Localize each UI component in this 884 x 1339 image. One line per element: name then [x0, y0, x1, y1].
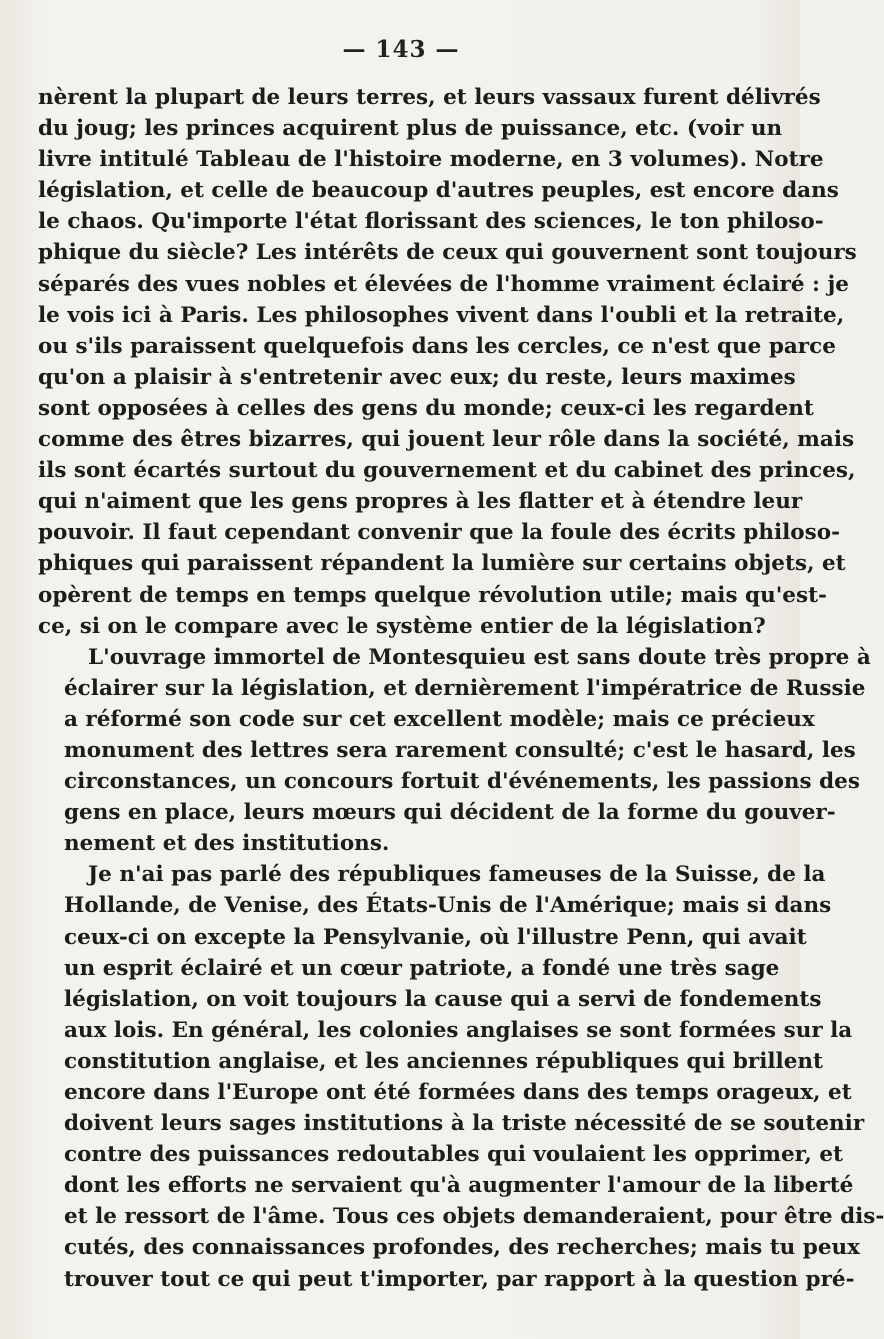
text-line: ils sont écartés surtout du gouvernement et du cabinet des princes,	[38, 458, 856, 484]
text-line: éclairer sur la législation, et dernièrement l'impératrice de Russie	[64, 675, 866, 701]
text-line: le chaos. Qu'importe l'état florissant des sciences, le ton philoso-	[38, 209, 824, 235]
text-line: un esprit éclairé et un cœur patriote, a fondé une très sage	[64, 955, 780, 981]
paragraph-3	[38, 859, 884, 1294]
text-line: qu'on a plaisir à s'entretenir avec eux; du reste, leurs maximes	[38, 364, 796, 390]
text-line: nèrent la plupart de leurs terres, et leurs vassaux furent délivrés	[38, 85, 821, 110]
text-line: doivent leurs sages institutions à la triste nécessité de se soutenir	[64, 1111, 865, 1137]
paragraph-2	[38, 642, 871, 860]
text-line: L'ouvrage immortel de Montesquieu est sans doute très propre à	[88, 644, 871, 670]
text-line: le vois ici à Paris. Les philosophes vivent dans l'oubli et la retraite,	[38, 302, 845, 328]
text-line: contre des puissances redoutables qui voulaient les opprimer, et	[64, 1142, 843, 1168]
text-line: Je n'ai pas parlé des républiques fameuses de la Suisse, de la	[88, 862, 826, 888]
text-line: ou s'ils paraissent quelquefois dans les cercles, ce n'est que parce	[38, 333, 836, 359]
text-line: sont opposées à celles des gens du monde; ceux-ci les regardent	[38, 395, 814, 421]
text-line: législation, on voit toujours la cause qui a servi de fondements	[64, 986, 822, 1012]
text-line: trouver tout ce qui peut t'importer, par rapport à la question pré-	[64, 1266, 855, 1292]
paragraph-1	[38, 82, 857, 642]
text-line: constitution anglaise, et les anciennes républiques qui brillent	[64, 1048, 823, 1074]
text-line: Hollande, de Venise, des États-Unis de l'Amérique; mais si dans	[64, 893, 832, 919]
text-line: gens en place, leurs mœurs qui décident de la forme du gouver-	[64, 800, 836, 826]
text-line: phique du siècle? Les intérêts de ceux qui gouvernent sont toujours	[38, 240, 857, 266]
text-line: comme des êtres bizarres, qui jouent leur rôle dans la société, mais	[38, 427, 855, 453]
text-line: livre intitulé Tableau de l'histoire moderne, en 3 volumes). Notre	[38, 147, 824, 173]
text-line: cutés, des connaissances profondes, des recherches; mais tu peux	[64, 1235, 860, 1261]
text-line: pouvoir. Il faut cependant convenir que la foule des écrits philoso-	[38, 520, 840, 546]
text-line: monument des lettres sera rarement consulté; c'est le hasard, les	[64, 737, 856, 763]
body-text	[38, 82, 884, 1295]
text-line: aux lois. En général, les colonies anglaises se sont formées sur la	[64, 1017, 853, 1043]
text-line: nement et des institutions.	[64, 831, 390, 857]
text-line: encore dans l'Europe ont été formées dans des temps orageux, et	[64, 1080, 852, 1105]
text-line: ce, si on le compare avec le système entier de la législation?	[38, 613, 766, 639]
text-line: phiques qui paraissent répandent la lumière sur certains objets, et	[38, 551, 846, 577]
text-line: opèrent de temps en temps quelque révolution utile; mais qu'est-	[38, 582, 827, 608]
text-line: ceux-ci on excepte la Pensylvanie, où l'illustre Penn, qui avait	[64, 924, 807, 950]
text-line: a réformé son code sur cet excellent modèle; mais ce précieux	[64, 706, 815, 732]
text-line: et le ressort de l'âme. Tous ces objets demanderaient, pour être dis-	[64, 1204, 884, 1230]
text-line: séparés des vues nobles et élevées de l'homme vraiment éclairé : je	[38, 271, 849, 297]
text-line: législation, et celle de beaucoup d'autres peuples, est encore dans	[38, 178, 839, 204]
text-line: du joug; les princes acquirent plus de puissance, etc. (voir un	[38, 116, 783, 142]
text-line: qui n'aiment que les gens propres à les flatter et à étendre leur	[38, 489, 803, 515]
text-line: circonstances, un concours fortuit d'événements, les passions des	[64, 769, 860, 795]
text-line: dont les efforts ne servaient qu'à augmenter l'amour de la liberté	[64, 1173, 854, 1199]
page-number: — 143 —	[342, 36, 460, 63]
